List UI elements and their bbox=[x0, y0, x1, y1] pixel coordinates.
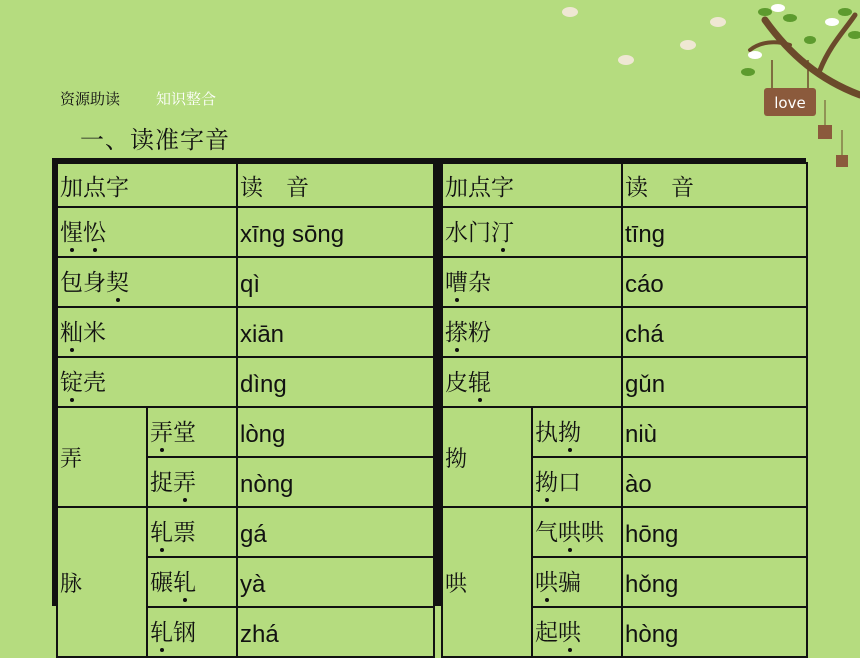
pinyin-cell: chá bbox=[622, 307, 807, 357]
table-row bbox=[57, 407, 434, 457]
pinyin-cell: xīng sōng bbox=[237, 207, 434, 257]
pinyin-cell: ào bbox=[622, 457, 807, 507]
table-row bbox=[442, 207, 807, 257]
word-cell: 弄堂 bbox=[147, 407, 237, 457]
left-pronunciation-table bbox=[56, 162, 435, 658]
header-dotted-char: 加点字 bbox=[442, 163, 622, 207]
word-cell: 碾轧 bbox=[147, 557, 237, 607]
pinyin-cell: zhá bbox=[237, 607, 434, 657]
pinyin-cell: cáo bbox=[622, 257, 807, 307]
word-cell: 皮辊 bbox=[442, 357, 622, 407]
pinyin-cell: qì bbox=[237, 257, 434, 307]
pinyin-cell: hòng bbox=[622, 607, 807, 657]
pinyin-cell: niù bbox=[622, 407, 807, 457]
word-cell: 水门汀 bbox=[442, 207, 622, 257]
section-title: 一、读准字音 bbox=[80, 126, 230, 154]
table-row bbox=[442, 507, 807, 557]
table-row bbox=[57, 207, 434, 257]
pinyin-cell: tīng bbox=[622, 207, 807, 257]
table-row bbox=[442, 257, 807, 307]
table-row bbox=[442, 307, 807, 357]
pinyin-cell: gǔn bbox=[622, 357, 807, 407]
group-char-cell: 弄 bbox=[57, 407, 147, 507]
table-row bbox=[442, 407, 807, 457]
word-cell: 捉弄 bbox=[147, 457, 237, 507]
pinyin-cell: xiān bbox=[237, 307, 434, 357]
word-cell: 籼米 bbox=[57, 307, 237, 357]
right-pronunciation-table bbox=[441, 162, 808, 658]
group-char-cell: 拗 bbox=[442, 407, 532, 507]
pinyin-cell: hōng bbox=[622, 507, 807, 557]
table-row bbox=[57, 257, 434, 307]
table-row bbox=[57, 507, 434, 557]
word-cell: 惺忪 bbox=[57, 207, 237, 257]
table-row bbox=[57, 357, 434, 407]
pinyin-cell: nòng bbox=[237, 457, 434, 507]
table-row bbox=[57, 307, 434, 357]
pinyin-cell: dìng bbox=[237, 357, 434, 407]
tree-branch-decoration bbox=[560, 0, 860, 180]
word-cell: 锭壳 bbox=[57, 357, 237, 407]
word-cell: 轧票 bbox=[147, 507, 237, 557]
word-cell: 包身契 bbox=[57, 257, 237, 307]
group-char-cell: 脉 bbox=[57, 507, 147, 657]
word-cell: 轧钢 bbox=[147, 607, 237, 657]
word-cell: 气哄哄 bbox=[532, 507, 622, 557]
group-char-cell: 哄 bbox=[442, 507, 532, 657]
pinyin-cell: lòng bbox=[237, 407, 434, 457]
header-dotted-char: 加点字 bbox=[57, 163, 237, 207]
pronunciation-tables bbox=[52, 158, 806, 648]
word-cell: 搽粉 bbox=[442, 307, 622, 357]
pinyin-cell: yà bbox=[237, 557, 434, 607]
word-cell: 起哄 bbox=[532, 607, 622, 657]
table-header-row bbox=[57, 163, 434, 207]
word-cell: 执拗 bbox=[532, 407, 622, 457]
pinyin-cell: gá bbox=[237, 507, 434, 557]
header-pronunciation: 读 音 bbox=[622, 163, 807, 207]
table-header-row bbox=[442, 163, 807, 207]
love-sign-text: love bbox=[774, 94, 806, 112]
word-cell: 哄骗 bbox=[532, 557, 622, 607]
tab-resource-reading[interactable]: 资源助读 bbox=[60, 90, 121, 108]
tab-knowledge-integration[interactable]: 知识整合 bbox=[156, 90, 217, 108]
table-row bbox=[442, 357, 807, 407]
word-cell: 嘈杂 bbox=[442, 257, 622, 307]
top-nav bbox=[60, 88, 216, 109]
word-cell: 拗口 bbox=[532, 457, 622, 507]
pinyin-cell: hǒng bbox=[622, 557, 807, 607]
header-pronunciation: 读 音 bbox=[237, 163, 434, 207]
